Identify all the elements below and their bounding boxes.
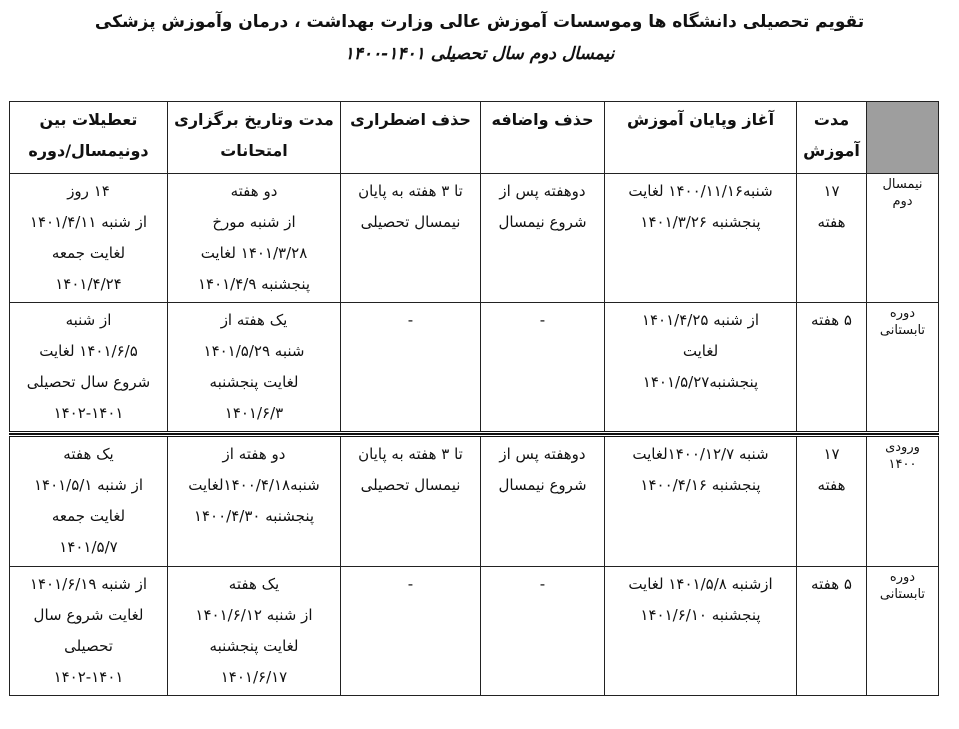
cell-line: تابستانی — [879, 587, 926, 602]
cell-line: ۱۴۰۱/۵/۷ — [59, 538, 118, 556]
emergency-drop-cell — [341, 303, 481, 433]
row-label-cell — [867, 174, 939, 303]
cell-line: از شنبه ۱۴۰۱/۴/۲۵ — [641, 311, 760, 329]
header-corner-cell — [867, 102, 939, 174]
duration-cell — [797, 303, 867, 433]
emergency-drop-cell — [341, 567, 481, 696]
cell-line: ۱۴۰۰ — [888, 457, 917, 472]
cell-line: نیمسال تحصیلی — [360, 476, 461, 494]
table-row — [10, 567, 939, 696]
cell-line: لغایت پنجشنبه — [209, 637, 299, 655]
cell-line: پنجشنبه ۱۴۰۰/۴/۳۰ — [193, 507, 315, 525]
table-row — [10, 303, 939, 433]
cell-line: تابستانی — [879, 323, 926, 338]
cell-line: هفته — [817, 476, 846, 494]
cell-line: یک هفته از — [220, 311, 288, 329]
start-end-cell — [605, 436, 797, 567]
cell-line: از شنبه ۱۴۰۱/۶/۱۲ — [195, 606, 313, 624]
table-row — [10, 436, 939, 567]
start-end-cell — [605, 303, 797, 433]
cell-line: پنجشنبه ۱۴۰۱/۴/۹ — [197, 275, 311, 293]
exams-cell — [168, 436, 341, 567]
cell-line: ۱۴۰۱/۶/۵ لغایت — [39, 342, 138, 360]
cell-line: شنبه۱۴۰۰/۴/۱۸لغایت — [188, 476, 320, 494]
cell-line: دوهفته پس از — [499, 445, 586, 463]
exams-cell — [168, 303, 341, 433]
cell-line: پنجشنبه ۱۴۰۰/۴/۱۶ — [640, 476, 761, 494]
cell-line: شنبه ۱۴۰۱/۵/۲۹ — [203, 342, 305, 360]
start-end-cell — [605, 567, 797, 696]
cell-line: - — [407, 575, 414, 593]
cell-line: پنجشنبه ۱۴۰۱/۳/۲۶ — [640, 213, 761, 231]
header-duration: مدت آموزش — [797, 102, 867, 174]
row-label-cell — [867, 436, 939, 567]
cell-line: ۱۴۰۱/۴/۲۴ — [55, 275, 122, 293]
add-drop-cell — [481, 567, 605, 696]
cell-line: یک هفته — [63, 445, 114, 463]
cell-line: ۱۴۰۱/۳/۲۸ لغایت — [200, 244, 308, 262]
cell-line: ۵ هفته — [811, 575, 852, 593]
cell-line: از شنبه ۱۴۰۱/۵/۱ — [33, 476, 144, 494]
header-add-drop: حذف واضافه — [481, 102, 605, 174]
cell-line: ۵ هفته — [811, 311, 852, 329]
start-end-cell — [605, 174, 797, 303]
header-emergency-drop: حذف اضطراری — [341, 102, 481, 174]
break-cell — [10, 436, 168, 567]
cell-line: شنبه۱۴۰۰/۱۱/۱۶ لغایت — [628, 182, 773, 200]
cell-line: پنجشنبه۱۴۰۱/۵/۲۷ — [642, 373, 759, 391]
header-exams: مدت وتاریخ برگزاری امتحانات — [168, 102, 341, 174]
cell-line: ۱۴۰۱/۶/۳ — [224, 404, 284, 422]
add-drop-cell — [481, 303, 605, 433]
emergency-drop-cell — [341, 174, 481, 303]
cell-line: ۱۷ — [823, 445, 840, 463]
table-header-row — [10, 102, 939, 174]
cell-line: ۱۴۰۱/۶/۱۷ — [220, 668, 288, 686]
duration-cell — [797, 567, 867, 696]
duration-cell — [797, 174, 867, 303]
row-label-cell — [867, 303, 939, 433]
cell-line: تحصیلی — [64, 637, 113, 655]
page-subtitle: نیمسال دوم سال تحصیلی ۱۴۰۱-۱۴۰۰ — [344, 44, 615, 64]
break-cell — [10, 567, 168, 696]
cell-line: از شنبه ۱۴۰۱/۶/۱۹ — [29, 575, 148, 593]
cell-line: - — [539, 311, 546, 329]
cell-line: شروع نیمسال — [498, 213, 587, 231]
cell-line: - — [539, 575, 546, 593]
cell-line: ۱۴۰۲-۱۴۰۱ — [53, 404, 124, 422]
cell-line: شروع سال تحصیلی — [26, 373, 151, 391]
cell-line: دو هفته — [230, 182, 278, 200]
cell-line: دوره — [889, 306, 916, 321]
break-cell — [10, 303, 168, 433]
cell-line: شروع نیمسال — [498, 476, 587, 494]
row-label-cell — [867, 567, 939, 696]
cell-line: دوم — [892, 194, 913, 209]
emergency-drop-cell — [341, 436, 481, 567]
cell-line: دو هفته از — [222, 445, 286, 463]
header-start-end: آغاز وپایان آموزش — [605, 102, 797, 174]
cell-line: نیمسال تحصیلی — [360, 213, 461, 231]
cell-line: نیمسال — [882, 177, 923, 192]
cell-line: ۱۴ روز — [67, 182, 110, 200]
cell-line: تا ۳ هفته به پایان — [358, 445, 463, 463]
cell-line: از شنبه ۱۴۰۱/۴/۱۱ — [29, 213, 148, 231]
cell-line: تا ۳ هفته به پایان — [358, 182, 463, 200]
cell-line: لغایت پنجشنبه — [209, 373, 299, 391]
cell-line: لغایت جمعه — [51, 244, 126, 262]
cell-line: پنجشنبه ۱۴۰۱/۶/۱۰ — [640, 606, 761, 624]
cell-line: ۱۷ — [823, 182, 840, 200]
table-row — [10, 174, 939, 303]
cell-line: یک هفته — [228, 575, 280, 593]
cell-line: از شنبه مورخ — [212, 213, 296, 231]
cell-line: لغایت جمعه — [51, 507, 126, 525]
cell-line: ورودی — [885, 440, 920, 455]
cell-line: ازشنبه ۱۴۰۱/۵/۸ لغایت — [628, 575, 773, 593]
exams-cell — [168, 567, 341, 696]
cell-line: لغایت — [682, 342, 719, 360]
page-title: تقویم تحصیلی دانشگاه ها وموسسات آموزش عالی وزارت بهداشت ، درمان وآموزش پزشکی — [94, 12, 865, 32]
cell-line: - — [407, 311, 414, 329]
cell-line: دوره — [889, 570, 916, 585]
cell-line: ۱۴۰۲-۱۴۰۱ — [53, 668, 124, 686]
duration-cell — [797, 436, 867, 567]
academic-calendar-table — [9, 101, 939, 696]
add-drop-cell — [481, 174, 605, 303]
cell-line: لغایت شروع سال — [33, 606, 144, 624]
cell-line: دوهفته پس از — [499, 182, 586, 200]
header-break: تعطیلات بین دونیمسال/دوره — [10, 102, 168, 174]
exams-cell — [168, 174, 341, 303]
add-drop-cell — [481, 436, 605, 567]
cell-line: هفته — [817, 213, 846, 231]
cell-line: شنبه ۱۴۰۰/۱۲/۷لغایت — [632, 445, 769, 463]
break-cell — [10, 174, 168, 303]
cell-line: از شنبه — [65, 311, 112, 329]
